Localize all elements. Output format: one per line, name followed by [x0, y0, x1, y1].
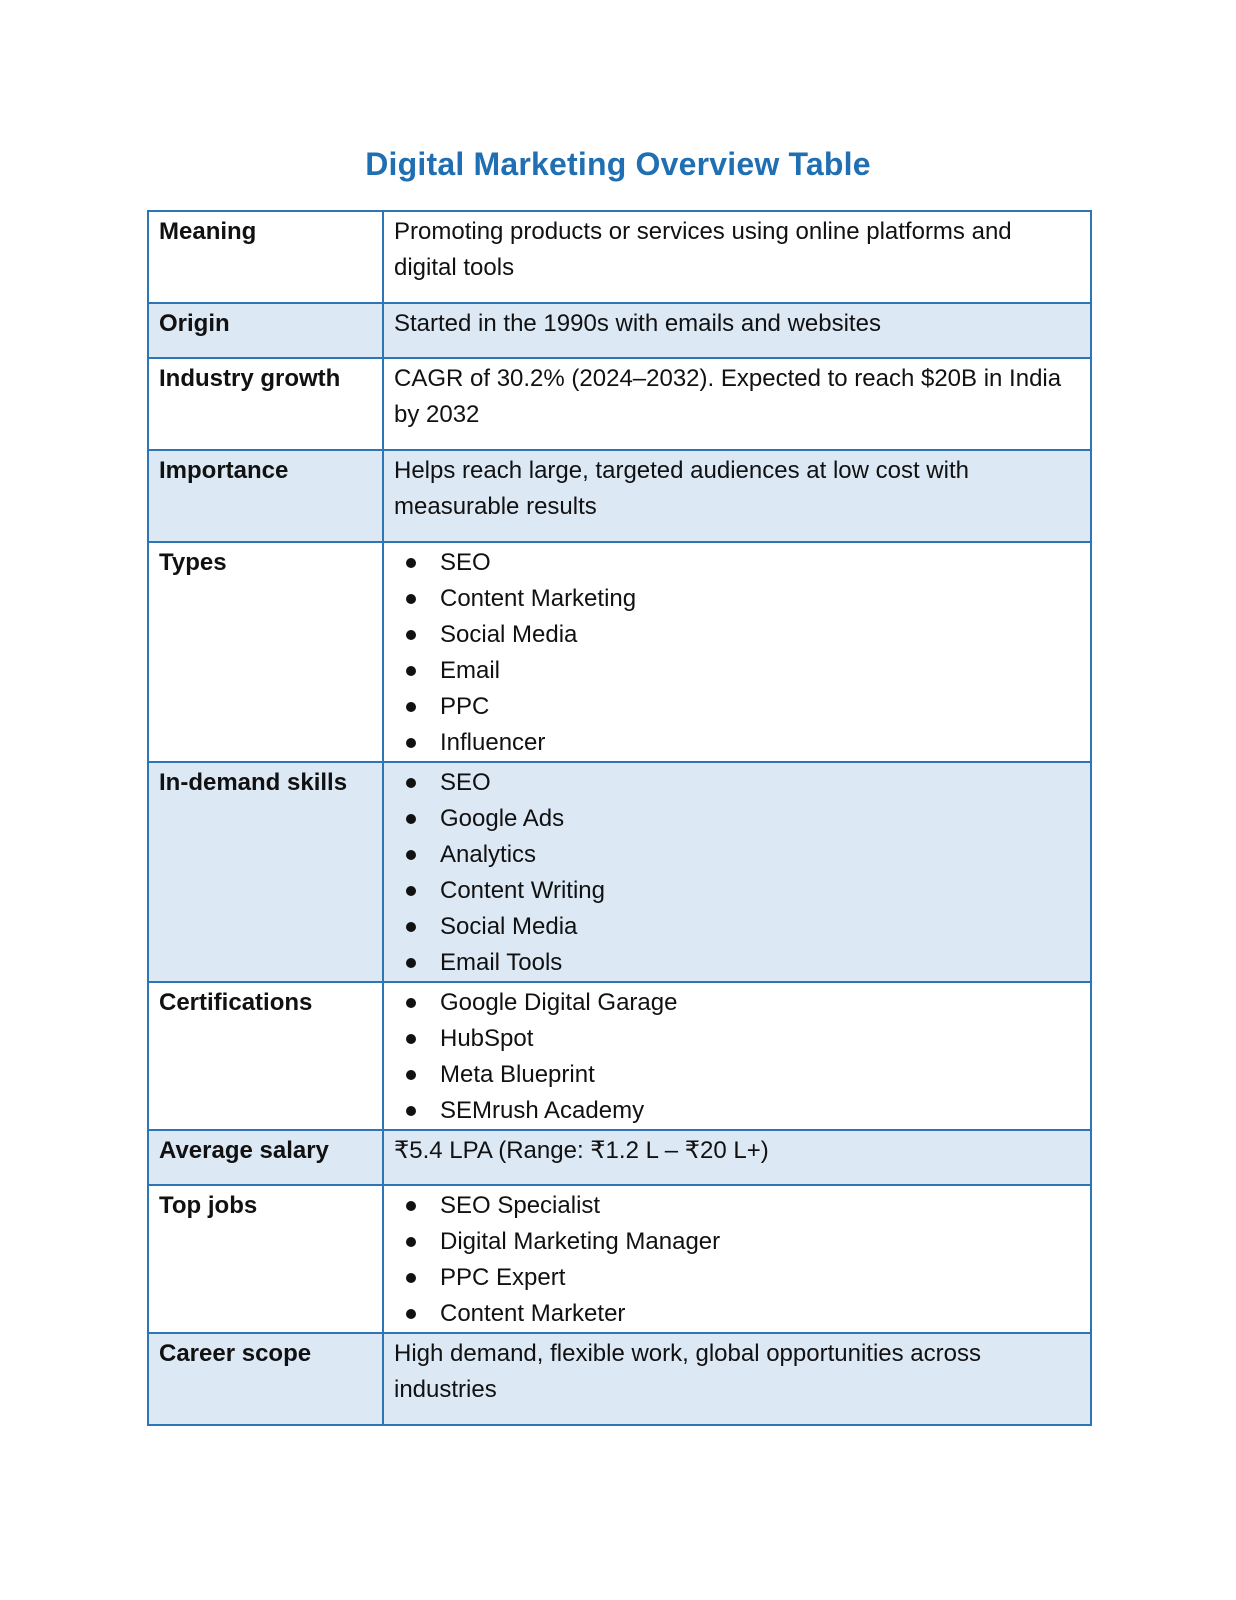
- row-value: High demand, flexible work, global opportunities across industries: [383, 1333, 1091, 1425]
- overview-table: [147, 210, 1092, 1426]
- row-average-salary: [148, 1130, 1091, 1185]
- bullet-icon: [406, 666, 416, 676]
- row-value: CAGR of 30.2% (2024–2032). Expected to reach $20B in India by 2032: [383, 358, 1091, 450]
- list-item: Analytics: [394, 837, 1080, 873]
- bullet-icon: [406, 1309, 416, 1319]
- bullet-icon: [406, 778, 416, 788]
- row-value: [383, 982, 1091, 1130]
- list-item: SEO: [394, 545, 1080, 581]
- list-item: PPC Expert: [394, 1260, 1080, 1296]
- bullet-icon: [406, 850, 416, 860]
- list-item: Email: [394, 653, 1080, 689]
- list-item: PPC: [394, 689, 1080, 725]
- bullet-icon: [406, 998, 416, 1008]
- bullet-icon: [406, 738, 416, 748]
- list-item: Social Media: [394, 617, 1080, 653]
- row-value: Helps reach large, targeted audiences at low cost with measurable results: [383, 450, 1091, 542]
- row-label: Certifications: [148, 982, 383, 1130]
- row-top-jobs: [148, 1185, 1091, 1333]
- bullet-icon: [406, 958, 416, 968]
- row-label: Importance: [148, 450, 383, 542]
- row-label: Average salary: [148, 1130, 383, 1185]
- row-label: Career scope: [148, 1333, 383, 1425]
- row-industry-growth: [148, 358, 1091, 450]
- row-value: ₹5.4 LPA (Range: ₹1.2 L – ₹20 L+): [383, 1130, 1091, 1185]
- list-item: Content Marketer: [394, 1296, 1080, 1332]
- list-item: SEMrush Academy: [394, 1093, 1080, 1129]
- list-item: Google Digital Garage: [394, 985, 1080, 1021]
- list-item: Social Media: [394, 909, 1080, 945]
- bullet-list: [394, 1188, 1080, 1332]
- bullet-icon: [406, 558, 416, 568]
- row-label: Types: [148, 542, 383, 762]
- bullet-icon: [406, 886, 416, 896]
- row-label: Industry growth: [148, 358, 383, 450]
- bullet-icon: [406, 1106, 416, 1116]
- list-item: Influencer: [394, 725, 1080, 761]
- row-label: Meaning: [148, 211, 383, 303]
- list-item: Meta Blueprint: [394, 1057, 1080, 1093]
- row-certifications: [148, 982, 1091, 1130]
- list-item: SEO Specialist: [394, 1188, 1080, 1224]
- bullet-icon: [406, 1237, 416, 1247]
- list-item: Digital Marketing Manager: [394, 1224, 1080, 1260]
- row-value: Promoting products or services using online platforms and digital tools: [383, 211, 1091, 303]
- row-types: [148, 542, 1091, 762]
- bullet-icon: [406, 922, 416, 932]
- bullet-icon: [406, 1034, 416, 1044]
- row-label: Top jobs: [148, 1185, 383, 1333]
- row-label: In-demand skills: [148, 762, 383, 982]
- row-label: Origin: [148, 303, 383, 358]
- bullet-icon: [406, 702, 416, 712]
- bullet-icon: [406, 1273, 416, 1283]
- row-in-demand-skills: [148, 762, 1091, 982]
- bullet-icon: [406, 1070, 416, 1080]
- row-value: Started in the 1990s with emails and websites: [383, 303, 1091, 358]
- row-importance: [148, 450, 1091, 542]
- bullet-list: [394, 765, 1080, 981]
- list-item: Content Marketing: [394, 581, 1080, 617]
- list-item: SEO: [394, 765, 1080, 801]
- bullet-icon: [406, 1201, 416, 1211]
- list-item: Content Writing: [394, 873, 1080, 909]
- bullet-icon: [406, 594, 416, 604]
- bullet-list: [394, 985, 1080, 1129]
- page-title: Digital Marketing Overview Table: [365, 146, 871, 182]
- bullet-icon: [406, 814, 416, 824]
- list-item: Email Tools: [394, 945, 1080, 981]
- row-value: [383, 542, 1091, 762]
- bullet-icon: [406, 630, 416, 640]
- list-item: HubSpot: [394, 1021, 1080, 1057]
- list-item: Google Ads: [394, 801, 1080, 837]
- row-origin: [148, 303, 1091, 358]
- row-value: [383, 1185, 1091, 1333]
- row-meaning: [148, 211, 1091, 303]
- row-career-scope: [148, 1333, 1091, 1425]
- row-value: [383, 762, 1091, 982]
- bullet-list: [394, 545, 1080, 761]
